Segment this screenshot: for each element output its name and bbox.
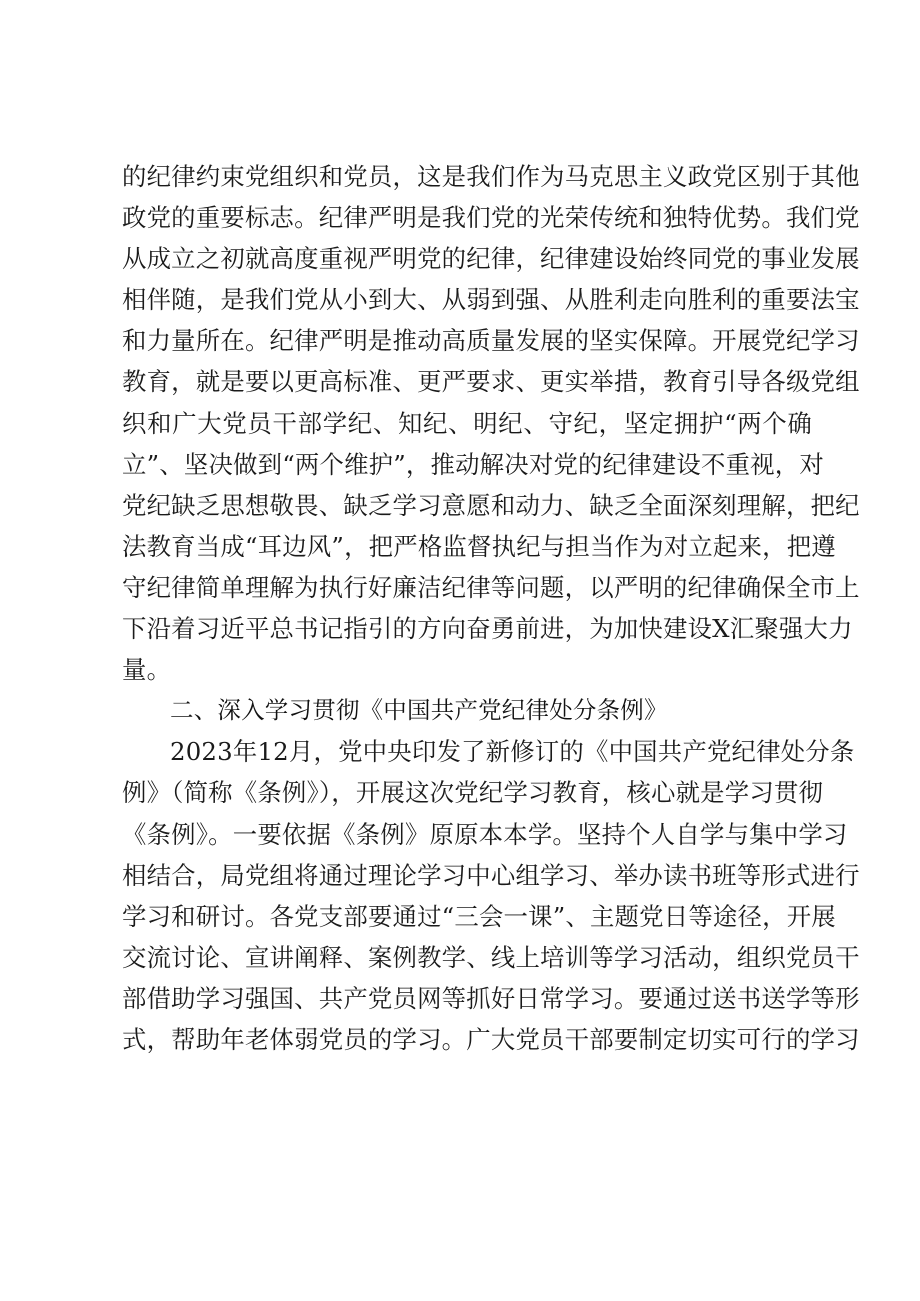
paragraph-line: 政党的重要标志。纪律严明是我们党的光荣传统和独特优势。我们党	[122, 203, 860, 233]
paragraph-line: 式，帮助年老体弱党员的学习。广大党员干部要制定切实可行的学习	[122, 1024, 860, 1054]
paragraph-line: 相结合，局党组将通过理论学习中心组学习、举办读书班等形式进行	[122, 860, 860, 890]
paragraph-line: 例》（简称《条例》），开展这次党纪学习教育，核心就是学习贯彻	[122, 778, 824, 808]
document-body	[122, 156, 860, 1060]
paragraph-line: 和力量所在。纪律严明是推动高质量发展的坚实保障。开展党纪学习	[122, 326, 860, 356]
paragraph-line: 相伴随，是我们党从小到大、从弱到强、从胜利走向胜利的重要法宝	[122, 285, 860, 315]
paragraph-line: 2023年12月，党中央印发了新修订的《中国共产党纪律处分条	[170, 737, 855, 767]
paragraph-line: 《条例》。一要依据《条例》原原本本学。坚持个人自学与集中学习	[122, 819, 848, 849]
paragraph-line: 法教育当成“耳边风”，把严格监督执纪与担当作为对立起来，把遵	[122, 531, 836, 561]
section-heading: 二、深入学习贯彻《中国共产党纪律处分条例》	[170, 696, 668, 725]
paragraph-line: 量。	[122, 655, 172, 685]
paragraph-line: 从成立之初就高度重视严明党的纪律，纪律建设始终同党的事业发展	[122, 244, 860, 274]
paragraph-line: 党纪缺乏思想敬畏、缺乏学习意愿和动力、缺乏全面深刻理解，把纪	[122, 490, 860, 520]
paragraph-line: 教育，就是要以更高标准、更严要求、更实举措，教育引导各级党组	[122, 367, 860, 397]
paragraph-line: 下沿着习近平总书记指引的方向奋勇前进，为加快建设X汇聚强大力	[122, 614, 853, 644]
paragraph-line: 部借助学习强国、共产党员网等抓好日常学习。要通过送书送学等形	[122, 983, 860, 1013]
paragraph-line: 交流讨论、宣讲阐释、案例教学、线上培训等学习活动，组织党员干	[122, 942, 860, 972]
paragraph-line: 学习和研讨。各党支部要通过“三会一课”、主题党日等途径，开展	[122, 901, 836, 931]
paragraph-line: 守纪律简单理解为执行好廉洁纪律等问题，以严明的纪律确保全市上	[122, 572, 860, 602]
paragraph-line: 织和广大党员干部学纪、知纪、明纪、守纪，坚定拥护“两个确	[122, 408, 812, 438]
paragraph-line: 立”、坚决做到“两个维护”，推动解决对党的纪律建设不重视，对	[122, 449, 824, 479]
paragraph-line: 的纪律约束党组织和党员，这是我们作为马克思主义政党区别于其他	[122, 162, 860, 191]
